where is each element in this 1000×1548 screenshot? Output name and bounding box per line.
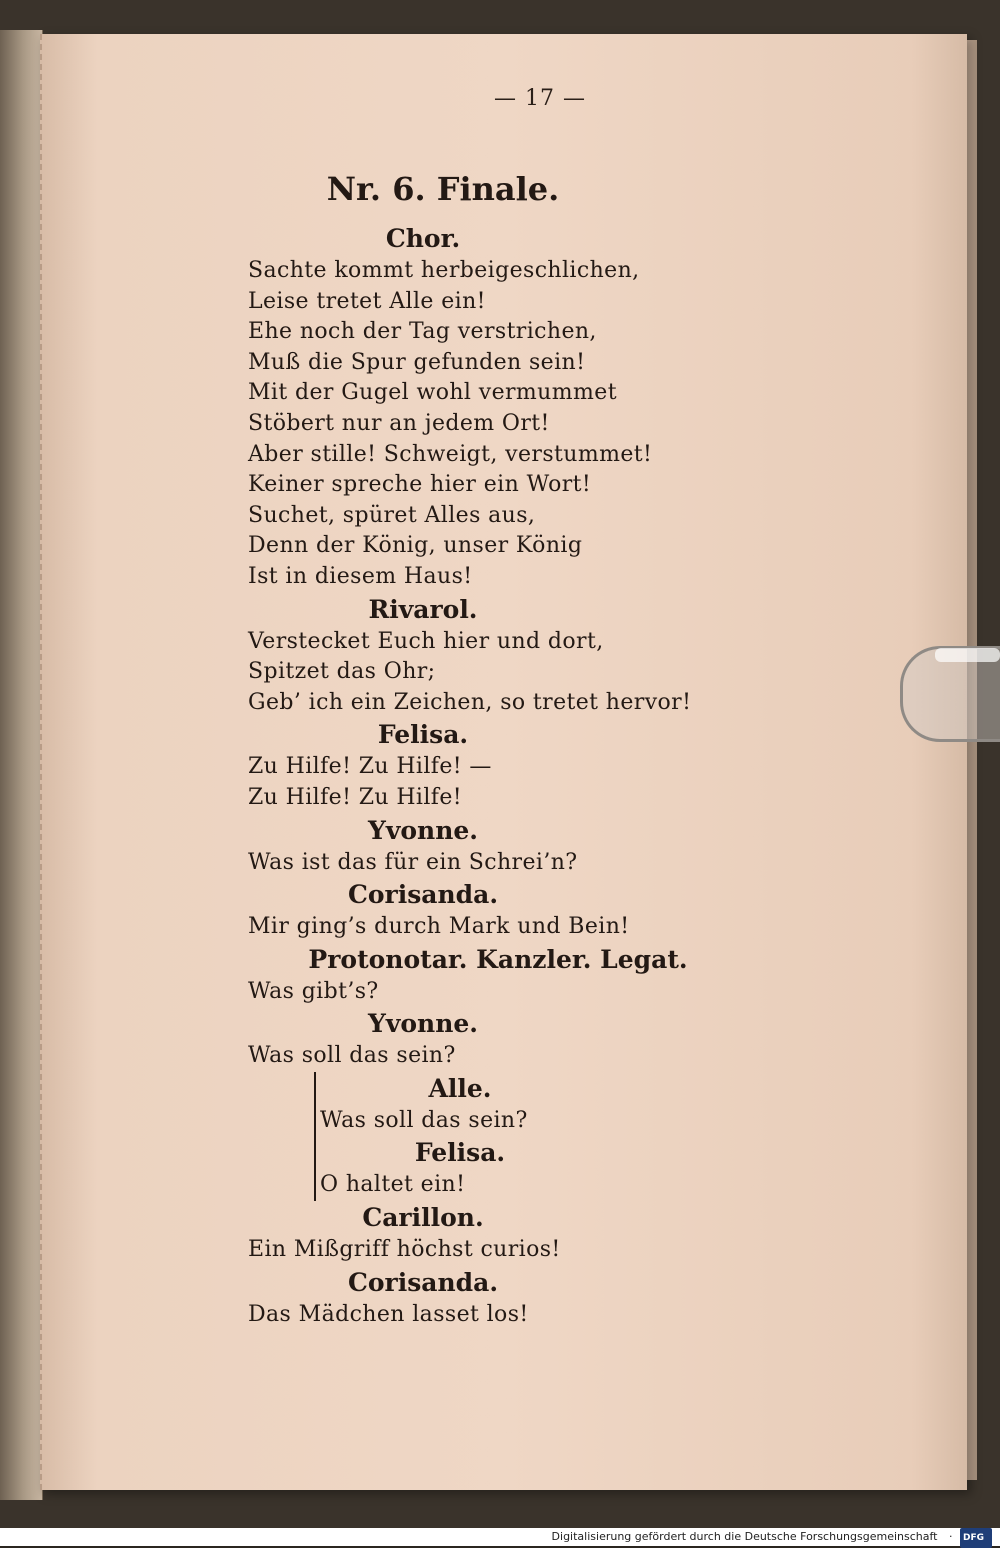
verse-line: Zu Hilfe! Zu Hilfe! xyxy=(248,784,463,810)
libretto-text xyxy=(248,170,768,1330)
verse-line: Ehe noch der Tag verstrichen, xyxy=(248,319,597,345)
speaker-name: Felisa. xyxy=(414,1138,506,1168)
verse-line: Stöbert nur an jedem Ort! xyxy=(248,410,550,436)
speaker-name: Alle. xyxy=(428,1073,492,1103)
verse-line: Sachte kommt herbeigeschlichen, xyxy=(248,258,640,283)
verse-line: Geb’ ich ein Zeichen, so tretet hervor! xyxy=(248,689,692,715)
verse-line: Was soll das sein? xyxy=(320,1107,528,1133)
bracket-group xyxy=(314,1072,768,1201)
verse-line: Mit der Gugel wohl vermummet xyxy=(248,380,617,406)
final-dialogue-blocks xyxy=(248,1201,768,1330)
verse-line: Das Mädchen lasset los! xyxy=(248,1301,529,1327)
speaker-name: Rivarol. xyxy=(368,594,478,624)
verse-line: Suchet, spüret Alles aus, xyxy=(248,502,536,528)
verse-line: Muß die Spur gefunden sein! xyxy=(248,349,586,375)
speaker-name: Corisanda. xyxy=(347,1267,499,1297)
verse-line: Verstecket Euch hier und dort, xyxy=(248,628,604,654)
verse-line: Mir ging’s durch Mark und Bein! xyxy=(248,914,630,940)
verse-line: Zu Hilfe! Zu Hilfe! — xyxy=(248,754,492,780)
speaker-name: Chor. xyxy=(385,224,461,253)
paper-clip-shine xyxy=(935,648,1000,662)
page-number: — 17 — xyxy=(494,86,586,111)
verse-line: Ein Mißgriff höchst curios! xyxy=(248,1237,561,1263)
speaker-name: Yvonne. xyxy=(367,1009,478,1039)
dialogue-blocks xyxy=(248,222,768,1072)
verse-line: Denn der König, unser König xyxy=(248,533,583,559)
footer-text: Digitalisierung gefördert durch die Deutsche Forschungsgemeinschaft xyxy=(551,1530,938,1543)
speaker-name: Felisa. xyxy=(377,720,469,750)
verse-line: Keiner spreche hier ein Wort! xyxy=(248,472,592,498)
verse-line: Was gibt’s? xyxy=(248,978,379,1004)
verse-line: Was soll das sein? xyxy=(248,1043,456,1069)
speaker-name: Corisanda. xyxy=(347,880,499,910)
book-cover-edge xyxy=(0,30,43,1500)
verse-line: Spitzet das Ohr; xyxy=(248,659,436,685)
dfg-logo: DFG xyxy=(960,1528,992,1548)
digitization-footer: Digitalisierung gefördert durch die Deutsche Forschungsgemeinschaft · DFG xyxy=(0,1528,1000,1546)
speaker-name: Carillon. xyxy=(362,1203,484,1233)
verse-line: Was ist das für ein Schrei’n? xyxy=(248,849,578,875)
speaker-name: Protonotar. Kanzler. Legat. xyxy=(308,944,688,974)
verse-line: Ist in diesem Haus! xyxy=(248,563,473,589)
speaker-name: Yvonne. xyxy=(367,815,478,845)
verse-line: O haltet ein! xyxy=(320,1172,466,1198)
section-title: Nr. 6. Finale. xyxy=(326,170,560,208)
verse-line: Aber stille! Schweigt, verstummet! xyxy=(248,441,653,467)
verse-line: Leise tretet Alle ein! xyxy=(248,288,486,314)
